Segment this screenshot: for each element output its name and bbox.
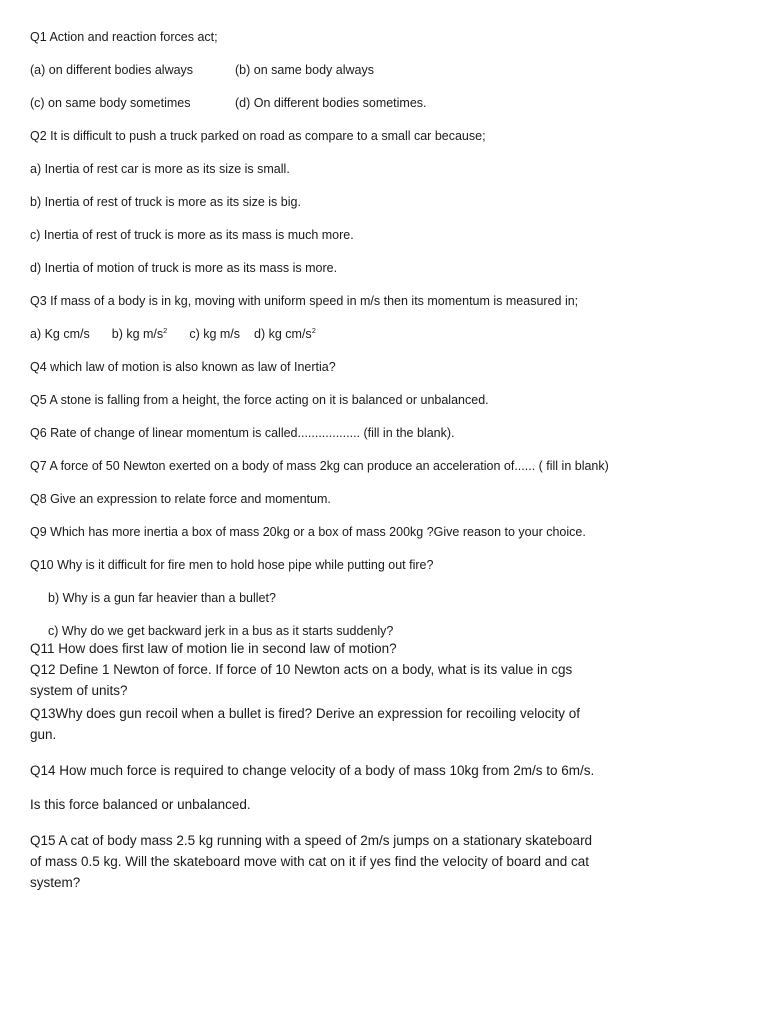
q3-option-b [112,327,168,341]
q15-line3: system? [30,875,81,890]
q15-line2: of mass 0.5 kg. Will the skateboard move with cat on it if yes find the velocity of board and cat [30,854,590,869]
q11-text: Q11 How does first law of motion lie in second law of motion? [30,641,397,656]
q1-option-b: (b) on same body always [235,63,374,77]
q3-option-d-exponent: 2 [311,325,316,335]
q1-stem: Q1 Action and reaction forces act; [30,30,218,44]
q1-option-c: (c) on same body sometimes [30,96,191,110]
q8-text: Q8 Give an expression to relate force and momentum. [30,492,331,506]
q14-line1: Q14 How much force is required to change velocity of a body of mass 10kg from 2m/s to 6m/s. [30,763,595,778]
q3-options [30,325,316,341]
q13-line2: gun. [30,727,57,742]
q3-stem: Q3 If mass of a body is in kg, moving with uniform speed in m/s then its momentum is measured in; [30,294,579,308]
q7-text: Q7 A force of 50 Newton exerted on a body of mass 2kg can produce an acceleration of...... ( fill in blank) [30,459,609,473]
q12-line2: system of units? [30,683,128,698]
q10-stem: Q10 Why is it difficult for fire men to hold hose pipe while putting out fire? [30,558,434,572]
q3-option-d-base: d) kg cm/s [254,327,312,341]
q3-option-a: a) Kg cm/s [30,327,90,341]
q2-option-d: d) Inertia of motion of truck is more as its mass is more. [30,261,338,275]
q3-option-b-exponent: 2 [163,325,168,335]
q9-text: Q9 Which has more inertia a box of mass 20kg or a box of mass 200kg ?Give reason to your choice. [30,525,586,539]
q2-option-c: c) Inertia of rest of truck is more as its mass is much more. [30,228,354,242]
q12-line1: Q12 Define 1 Newton of force. If force of 10 Newton acts on a body, what is its value in cgs [30,662,573,677]
q1-option-a: (a) on different bodies always [30,63,194,77]
q15-line1: Q15 A cat of body mass 2.5 kg running with a speed of 2m/s jumps on a stationary skateboard [30,833,593,848]
q10-part-b: b) Why is a gun far heavier than a bullet? [48,591,276,605]
q1-option-d: (d) On different bodies sometimes. [235,96,427,110]
q3-option-b-base: b) kg m/s [111,327,164,341]
q14-line2: Is this force balanced or unbalanced. [30,797,251,812]
q4-text: Q4 which law of motion is also known as law of Inertia? [30,360,336,374]
q2-stem: Q2 It is difficult to push a truck parked on road as compare to a small car because; [30,129,486,143]
q3-option-d [254,327,316,341]
q10-part-c: c) Why do we get backward jerk in a bus as it starts suddenly? [48,624,394,638]
q6-text: Q6 Rate of change of linear momentum is called.................. (fill in the blank). [30,426,455,440]
q2-option-b: b) Inertia of rest of truck is more as its size is big. [30,195,301,209]
q3-option-c: c) kg m/s [189,327,241,341]
q5-text: Q5 A stone is falling from a height, the force acting on it is balanced or unbalanced. [30,393,489,407]
q2-option-a: a) Inertia of rest car is more as its size is small. [30,162,290,176]
q13-line1: Q13Why does gun recoil when a bullet is fired? Derive an expression for recoiling velocity of [30,706,581,721]
